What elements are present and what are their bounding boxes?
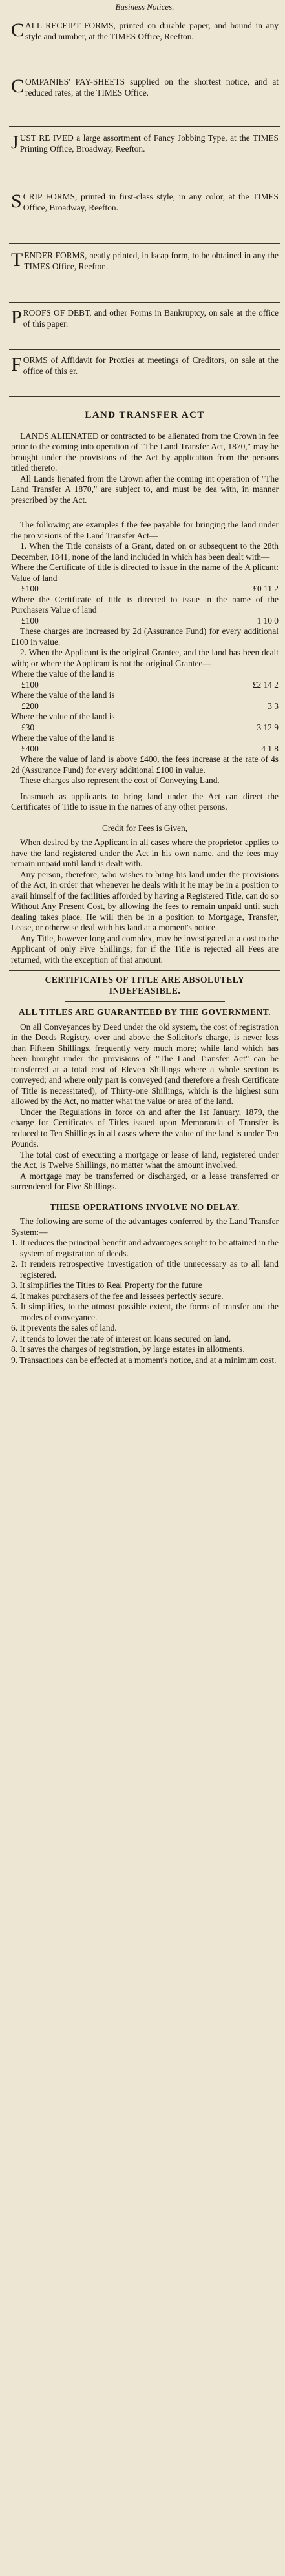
advantage-item: 9. Transactions can be effected at a moment's notice, and at a minimum cost. (11, 1354, 277, 1365)
ad-scrip-forms (9, 185, 280, 243)
ad-pay-sheets (9, 70, 280, 126)
section-paragraph: A mortgage may be transferred or discharged, or a lease transferred or surrendered for Five Shillings. (11, 1170, 279, 1191)
notice-paragraph: Where the value of the land is (11, 733, 115, 742)
notice-paragraph: Where the value of land is above £400, the fees increase at the rate of 4s 2d (Assurance Fund) for every additional £100 in value. (11, 754, 279, 775)
divider (65, 1001, 225, 1002)
fee-amount: 3 3 (268, 700, 279, 711)
ad-tender-forms (9, 244, 280, 302)
section-paragraph: Under the Regulations in force on and after the 1st January, 1879, the charge for Certificates of Titles issued upon Memoranda of Transfer is reduced to Ten Shillings in all cases where the value of the land is under Ten Pounds. (11, 1107, 279, 1149)
drop-cap: C (11, 19, 25, 41)
ad-text: ORMS of Affidavit for Proxies at meetings of Creditors, on sale at the office of this er. (23, 355, 279, 376)
fee-value: £100 (21, 615, 39, 626)
ad-text: ALL RECEIPT FORMS, printed on durable paper, and bound in any style and number, at the TIMES Office, Reefton. (25, 21, 279, 41)
section-paragraph: The total cost of executing a mortgage or lease of land, registered under the Act, is Twelve Shillings, no matter what the amount involved. (11, 1149, 279, 1170)
fee-value: £30 (21, 722, 35, 732)
notice-paragraph: When desired by the Applicant in all cases where the proprietor applies to have the land registered under the Act in his own name, and the fees may remain unpaid until land is dealt with. (11, 837, 279, 868)
fee-value: £200 (21, 700, 39, 711)
notice-paragraph: All Lands lienated from the Crown after the coming int operation of "The Land Transfer A 1870," are subject to, and must be dea with, in manner prescribed by the Act. (11, 473, 279, 505)
drop-cap: T (11, 249, 23, 271)
fee-amount: £0 11 2 (253, 584, 279, 593)
fee-row (11, 680, 279, 691)
section-title: THESE OPERATIONS INVOLVE NO DELAY. (50, 1201, 240, 1212)
fee-row (11, 722, 279, 733)
advantage-item: 3. It simplifies the Titles to Real Property for the future (11, 1280, 202, 1290)
fee-amount: 4 1 8 (261, 743, 279, 753)
ad-text: CRIP FORMS, printed in first-class style, in any color, at the TIMES Office, Broadway, Reefton. (23, 192, 279, 212)
notice-item: 1. When the Title consists of a Grant, dated on or subsequent to the 28th December, 1841, none of the land included in which has been dealt with— (11, 541, 279, 562)
notice-paragraph: Where the value of the land is (11, 669, 115, 679)
advantage-item: 7. It tends to lower the rate of interest on loans secured on land. (11, 1333, 231, 1344)
fee-row (11, 616, 279, 627)
notice-paragraph: Where the Certificate of title is directed to issue in the name of the Purchasers Value of land (11, 594, 279, 615)
ad-proofs-of-debt (9, 303, 280, 349)
drop-cap: S (11, 190, 22, 212)
notice-paragraph: LANDS ALIENATED or contracted to be alienated from the Crown in fee prior to the coming into operation of "The Land Transfer Act, 1870," may be brought under the provisions of the Act by application from the persons titled thereto. (11, 431, 279, 473)
advantage-item: 1. It reduces the principal benefit and advantages sought to be attained in the system of registration of deeds. (11, 1238, 279, 1258)
section-title: CERTIFICATES OF TITLE ARE ABSOLUTELY INDEFEASIBLE. (45, 975, 245, 996)
notice-paragraph: Where the value of the land is (11, 711, 115, 721)
notice-paragraph: Inasmuch as applicants to bring land under the Act can direct the Certificates of Title to issue in the names of any other persons. (11, 791, 279, 812)
advantage-item: 6. It prevents the sales of land. (11, 1323, 117, 1333)
ads-section (9, 14, 280, 398)
advantage-item: 5. It simplifies, to the utmost possible extent, the forms of transfer and the modes of conveyance. (11, 1302, 279, 1322)
fee-row (11, 744, 279, 755)
fee-amount: 1 10 0 (257, 615, 279, 626)
section-paragraph: On all Conveyances by Deed under the old system, the cost of registration in the Deeds Registry, over and above the Solicitor's charge, is never less than Fifteen Shillings, frequently very much more; while land which has been brought under the provisions of "The Land Transfer Act" can be transferred at a total cost of Eleven Shillings where a whole section is conveyed; and where only part is conveyed (and therefore a fresh Certificate of Title is necessitated), of Thirty-one Shillings, which is the highest sum allowed by the Act, no matter what the value or area of the land. (11, 1021, 279, 1106)
ad-text: OMPANIES' PAY-SHEETS supplied on the shortest notice, and at reduced rates, at the TIMES Office. (25, 77, 279, 97)
fee-value: £400 (21, 743, 39, 753)
ad-fancy-type (9, 127, 280, 185)
notice-item: 2. When the Applicant is the original Grantee, and the land has been dealt with; or where the Applicant is not the original Grantee— (11, 648, 279, 668)
notice-paragraph: Where the value of the land is (11, 690, 115, 700)
ad-text: ROOFS OF DEBT, and other Forms in Bankruptcy, on sale at the office of this paper. (23, 308, 279, 329)
credit-heading: Credit for Fees is Given, (101, 823, 188, 833)
drop-cap: J (11, 132, 19, 153)
fee-value: £100 (21, 679, 39, 690)
page-header: Business Notices. (9, 0, 280, 14)
section-paragraph: The following are some of the advantages conferred by the Land Transfer System:— (11, 1216, 279, 1237)
operations-section (9, 1198, 280, 1366)
notice-paragraph: Where the Certificate of title is directed to issue in the name of the A plicant: Value of land (11, 562, 279, 583)
notice-title: LAND TRANSFER ACT (85, 410, 205, 420)
notice-paragraph: The following are examples f the fee payable for bringing the land under the pro visions of the Land Transfer Act— (11, 520, 279, 540)
fee-amount: 3 12 9 (257, 722, 279, 732)
notice-paragraph: Any person, therefore, who wishes to bring his land under the provisions of the Act, in order that whenever he deals with it he may be in a position to avail himself of the facilities afforded by having a Registered Title, can do so Without Any Present Cost, by allowing the fees to remain unpaid until such dealing takes place. He will then be in a position to Mortgage, Transfer, Lease, or otherwise deal with his land at a moment's notice. (11, 869, 279, 932)
drop-cap: F (11, 354, 22, 375)
fee-row (11, 701, 279, 712)
advantage-item: 2. It renders retrospective investigation of title unnecessary as to all land registered. (11, 1259, 279, 1280)
notice-paragraph: These charges also represent the cost of Conveying Land. (20, 775, 220, 785)
fee-amount: £2 14 2 (252, 679, 279, 690)
fee-row (11, 584, 279, 595)
ad-receipt-forms (9, 14, 280, 70)
certificates-section (9, 971, 280, 1192)
advantage-item: 8. It saves the charges of registration, by large estates in allotments. (11, 1344, 245, 1354)
fee-value: £100 (21, 584, 39, 593)
ad-text: ENDER FORMS, neatly printed, in lscap form, to be obtained in any the TIMES Office, Reefton. (24, 250, 279, 271)
section-subtitle: ALL TITLES ARE GUARANTEED BY THE GOVERNMENT. (18, 1007, 271, 1017)
advantage-item: 4. It makes purchasers of the fee and lessees perfectly secure. (11, 1291, 224, 1301)
notice-paragraph: These charges are increased by 2d (Assurance Fund) for every additional £100 in value. (11, 626, 279, 647)
ad-affidavit-forms (9, 350, 280, 396)
drop-cap: P (11, 307, 22, 328)
land-transfer-notice (9, 398, 280, 965)
ad-text: UST RE IVED a large assortment of Fancy Jobbing Type, at the TIMES Printing Office, Broadway, Reefton. (19, 133, 279, 154)
notice-paragraph: Any Title, however long and complex, may be investigated at a cost to the Applicant of only Five Shillings; for if the Title is rejected all Fees are returned, with the exception of that amount. (11, 933, 279, 965)
drop-cap: C (11, 76, 25, 97)
